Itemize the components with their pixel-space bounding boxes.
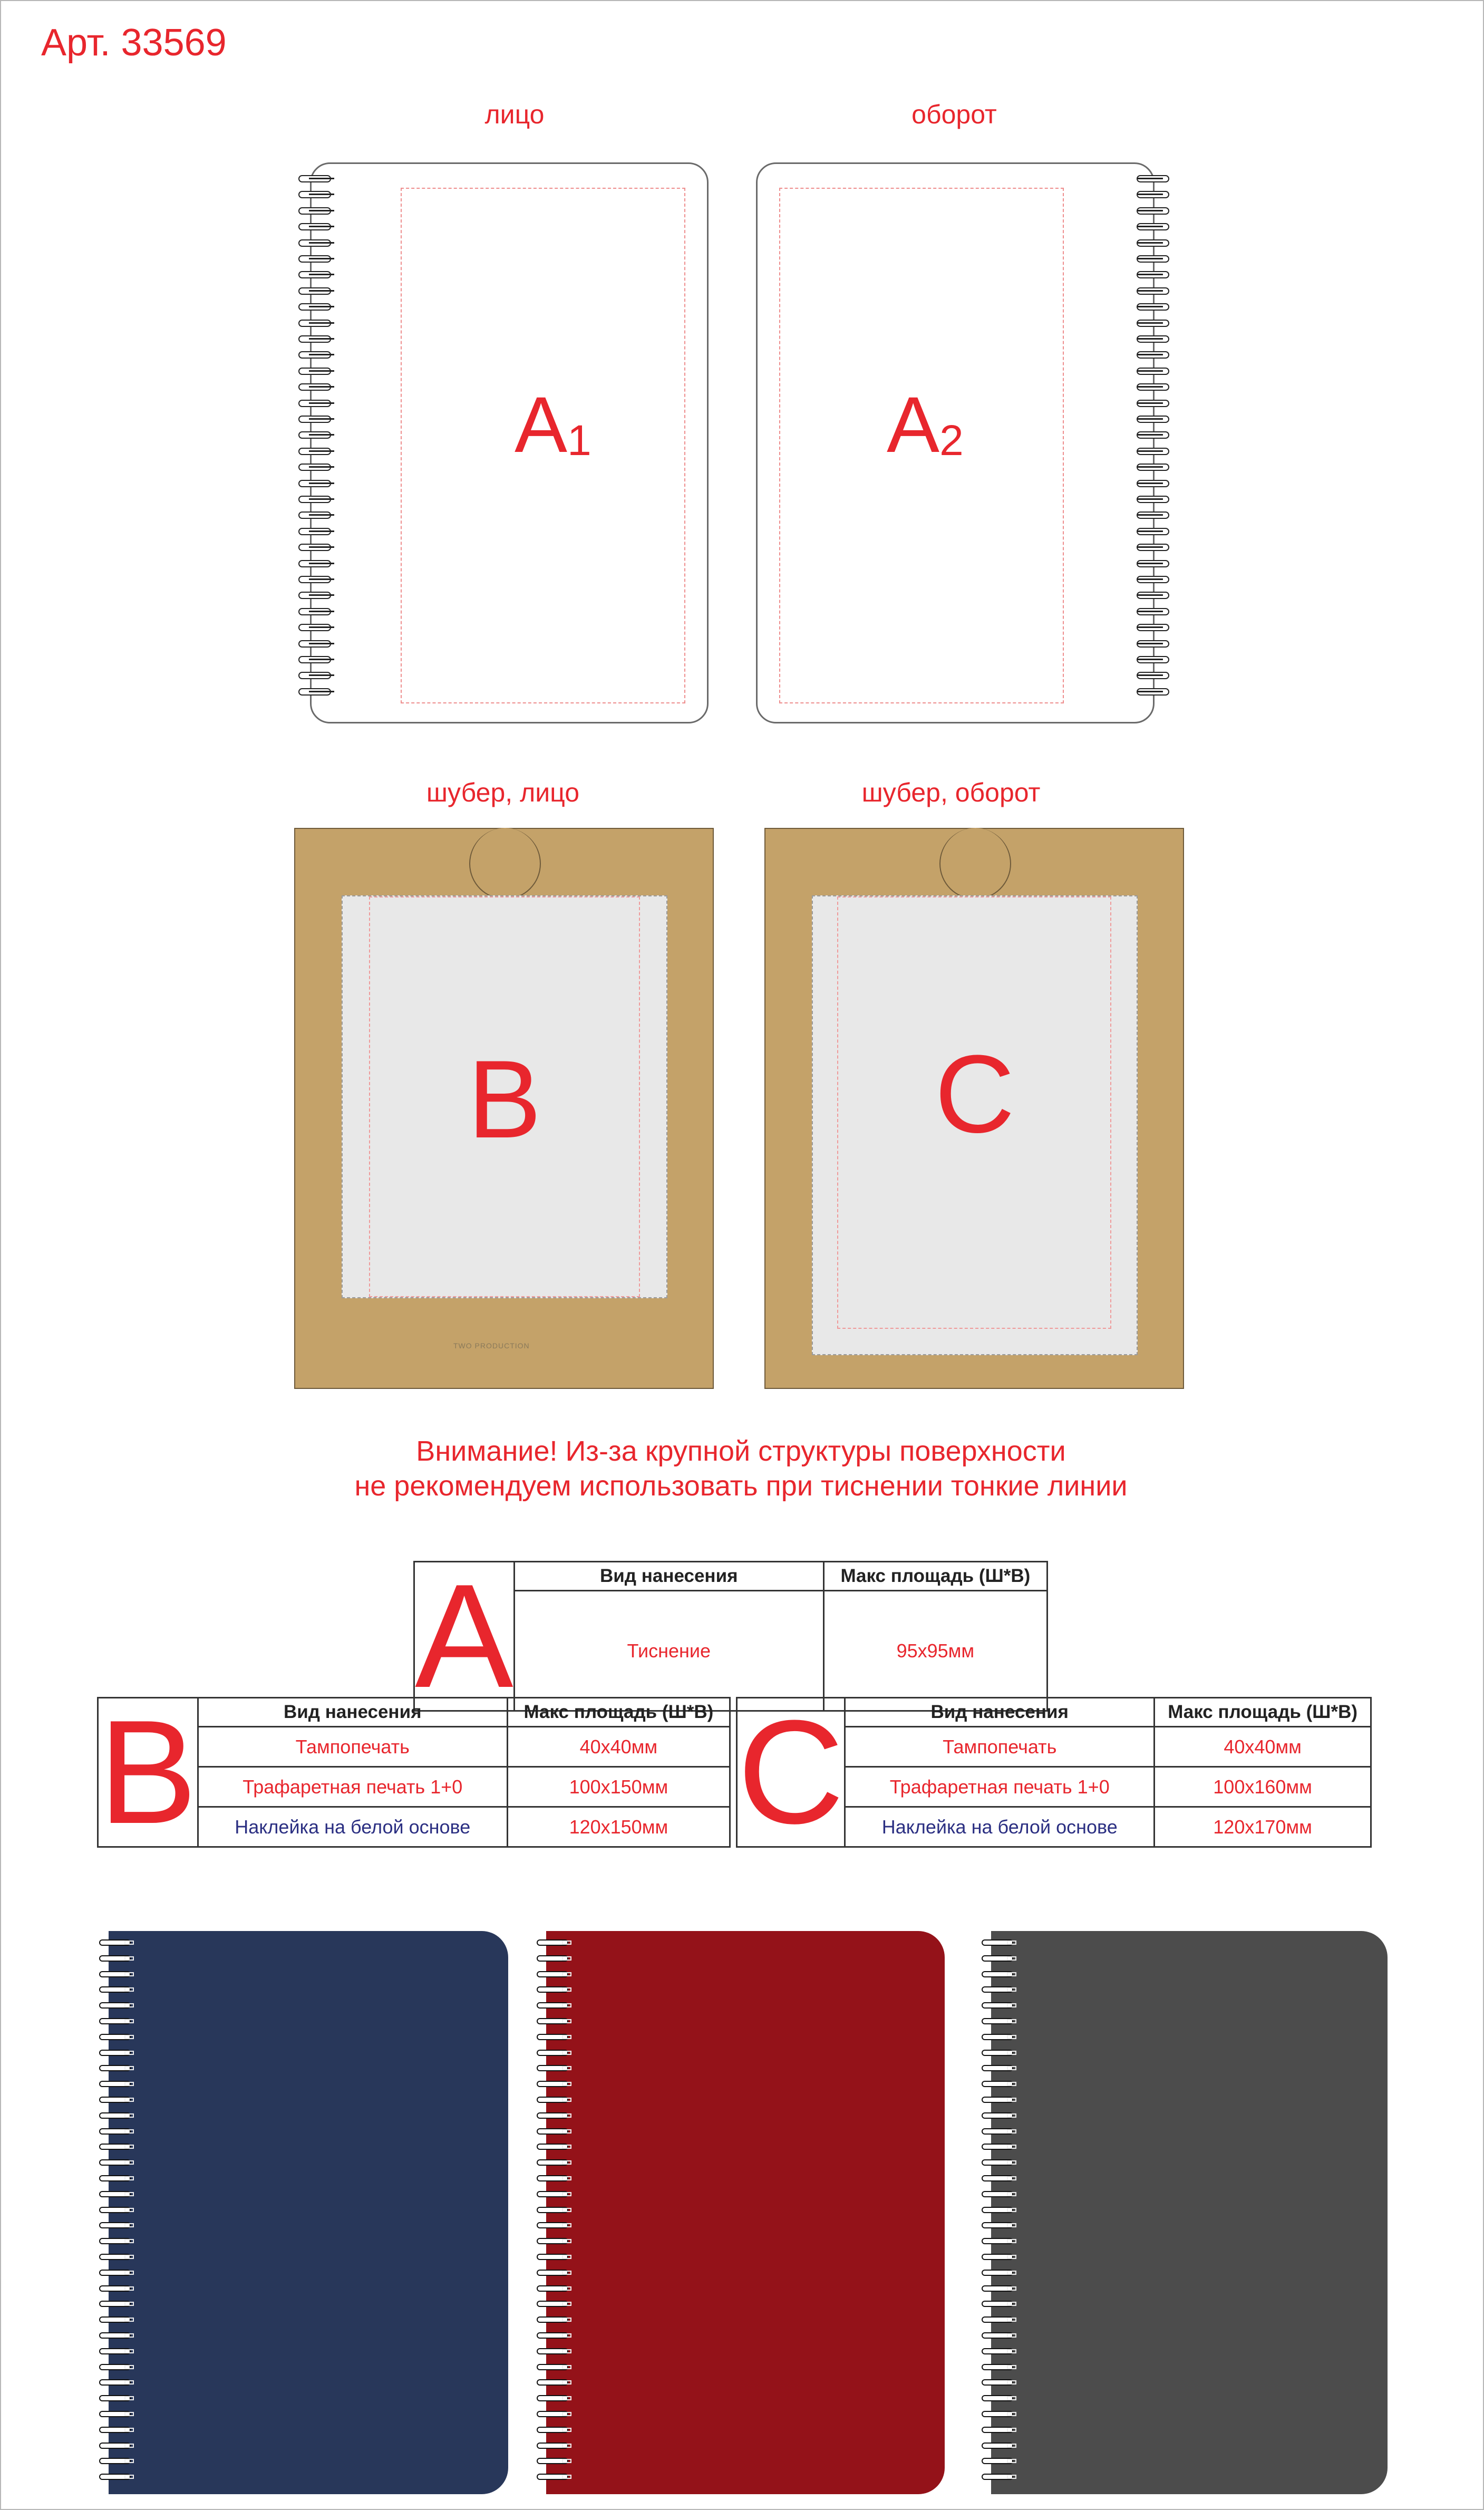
zone-a1-label: $A_1$ — [515, 380, 591, 469]
punch-hole — [562, 1987, 571, 1992]
spiral-coil-line — [1138, 418, 1163, 420]
punch-hole — [1007, 2239, 1016, 2243]
punch-hole — [124, 2380, 134, 2384]
punch-hole — [562, 2223, 571, 2227]
spiral-coil-line — [1138, 306, 1163, 307]
spiral-coil-line — [309, 563, 334, 564]
punch-hole — [562, 2412, 571, 2416]
punch-hole — [562, 2066, 571, 2070]
spiral-binding-front — [298, 175, 341, 713]
zone-a2-label: $A_2$ — [887, 380, 964, 469]
table-b-method: Наклейка на белой основе — [198, 1807, 507, 1847]
punch-hole — [1007, 1987, 1016, 1992]
punch-hole — [562, 2459, 571, 2463]
punch-hole — [1007, 2286, 1016, 2291]
punch-hole — [562, 2333, 571, 2338]
spiral-coil-line — [1138, 691, 1163, 692]
table-a-method: Тиснение — [514, 1591, 823, 1711]
punch-hole — [124, 2176, 134, 2180]
punch-hole — [1007, 2082, 1016, 2086]
punch-hole — [1007, 2396, 1016, 2400]
punch-hole — [124, 2160, 134, 2165]
punch-hole — [1007, 2223, 1016, 2227]
spiral-coil-line — [309, 691, 334, 692]
zone-c-label: C — [935, 1032, 1015, 1156]
table-b-area: 120х150мм — [507, 1807, 730, 1847]
spiral-coil-line — [1138, 258, 1163, 259]
table-c-letter: C — [738, 1690, 845, 1855]
table-c-header-area: Макс площадь (Ш*В) — [1155, 1698, 1371, 1727]
punch-hole — [124, 2113, 134, 2118]
punch-hole — [124, 2129, 134, 2134]
punch-hole — [1007, 2176, 1016, 2180]
spiral-coil-line — [309, 546, 334, 548]
punch-hole — [124, 2239, 134, 2243]
shuber-back-window — [812, 895, 1138, 1355]
spiral-coil-line — [1138, 563, 1163, 564]
front-caption: лицо — [484, 100, 545, 129]
punch-hole — [1007, 2113, 1016, 2118]
punch-hole — [1007, 2459, 1016, 2463]
article-title: Арт. 33569 — [41, 22, 227, 64]
punch-hole — [124, 2066, 134, 2070]
spiral-coil-line — [1138, 546, 1163, 548]
punch-hole — [124, 2349, 134, 2353]
spiral-coil-line — [1138, 611, 1163, 612]
punch-hole — [124, 1987, 134, 1992]
spiral-coil-line — [309, 643, 334, 644]
thumb-notch — [939, 828, 1011, 900]
spiral-coil-line — [309, 354, 334, 355]
warning-line-1: Внимание! Из-за крупной структуры поверхности — [416, 1435, 1066, 1467]
punch-hole — [562, 2113, 571, 2118]
shuber-back-caption: шубер, оборот — [861, 778, 1041, 807]
punch-hole — [562, 2302, 571, 2306]
table-c-area: 40х40мм — [1155, 1727, 1371, 1767]
table-c-method: Наклейка на белой основе — [845, 1807, 1155, 1847]
punch-hole — [1007, 2035, 1016, 2039]
table-b-area: 40х40мм — [507, 1727, 730, 1767]
spiral-coil-line — [309, 659, 334, 660]
table-b-area: 100х150мм — [507, 1767, 730, 1807]
punch-hole — [124, 2444, 134, 2448]
punch-hole — [1007, 2208, 1016, 2212]
shuber-front-caption: шубер, лицо — [426, 778, 580, 807]
spiral-coil-line — [1138, 674, 1163, 676]
spiral-coil-line — [1138, 578, 1163, 580]
punch-hole — [1007, 2066, 1016, 2070]
table-a-header-area: Макс площадь (Ш*В) — [823, 1562, 1047, 1591]
table-c-method: Трафаретная печать 1+0 — [845, 1767, 1155, 1807]
punch-hole — [124, 2428, 134, 2432]
punch-hole — [562, 2019, 571, 2023]
back-caption: оборот — [911, 100, 997, 129]
gray-notebook-sample — [991, 1931, 1388, 2494]
spiral-coil-line — [309, 611, 334, 612]
punch-hole — [124, 2459, 134, 2463]
punch-hole — [124, 2082, 134, 2086]
spiral-coil-line — [1138, 643, 1163, 644]
punch-hole — [1007, 2412, 1016, 2416]
options-table-c — [736, 1690, 1372, 1855]
spiral-coil-line — [309, 338, 334, 340]
punch-hole — [562, 2051, 571, 2055]
punch-hole — [124, 2098, 134, 2102]
spiral-coil-line — [1138, 482, 1163, 484]
spiral-coil-line — [309, 258, 334, 259]
spiral-coil-line — [1138, 402, 1163, 404]
punch-hole — [1007, 2349, 1016, 2353]
spiral-coil-line — [1138, 498, 1163, 500]
options-table-b — [97, 1690, 731, 1855]
punch-hole — [1007, 2333, 1016, 2338]
punch-hole — [562, 2380, 571, 2384]
spiral-coil-line — [309, 450, 334, 452]
punch-hole — [124, 2145, 134, 2149]
punch-hole — [562, 2129, 571, 2134]
table-a-letter: A — [415, 1554, 513, 1719]
table-a-header-method: Вид нанесения — [514, 1562, 823, 1591]
punch-hole — [1007, 1941, 1016, 1945]
punch-hole — [562, 2396, 571, 2400]
punch-hole — [1007, 2380, 1016, 2384]
table-c-area: 120х170мм — [1155, 1807, 1371, 1847]
punch-hole — [562, 2365, 571, 2369]
punch-hole — [1007, 2051, 1016, 2055]
spiral-coil-line — [1138, 434, 1163, 436]
table-c-method: Тампопечать — [845, 1727, 1155, 1767]
spiral-coil-line — [1138, 354, 1163, 355]
spiral-coil-line — [1138, 466, 1163, 468]
punch-hole — [562, 2475, 571, 2479]
warning-line-2: не рекомендуем использовать при тиснении тонкие линии — [354, 1470, 1128, 1502]
punch-hole — [1007, 2475, 1016, 2479]
punch-hole — [124, 2271, 134, 2275]
options-table-a — [413, 1554, 1048, 1719]
table-c-area: 100х160мм — [1155, 1767, 1371, 1807]
punch-hole — [562, 1972, 571, 1976]
spiral-coil-line — [309, 178, 334, 179]
spiral-coil-line — [1138, 178, 1163, 179]
punch-hole — [1007, 2129, 1016, 2134]
punch-hole — [562, 1941, 571, 1945]
punch-hole — [124, 2019, 134, 2023]
punch-hole — [124, 2475, 134, 2479]
spiral-coil-line — [309, 482, 334, 484]
punch-hole — [562, 1956, 571, 1961]
spiral-coil-line — [309, 626, 334, 628]
spiral-coil-line — [1138, 594, 1163, 596]
punch-hole — [562, 2192, 571, 2196]
spiral-binding-back — [1132, 175, 1175, 713]
punch-hole — [562, 2255, 571, 2259]
punch-hole — [124, 2051, 134, 2055]
spiral-coil-line — [309, 578, 334, 580]
red-notebook-sample — [546, 1931, 945, 2494]
punch-hole — [1007, 2271, 1016, 2275]
punch-hole — [124, 2412, 134, 2416]
punch-hole — [1007, 2160, 1016, 2165]
punch-hole — [562, 2003, 571, 2007]
spiral-coil-line — [309, 210, 334, 211]
punch-hole — [1007, 2428, 1016, 2432]
table-b-letter: B — [99, 1690, 197, 1855]
spiral-coil-line — [1138, 322, 1163, 324]
punch-hole — [562, 2160, 571, 2165]
punch-hole — [1007, 2365, 1016, 2369]
table-b-header-method: Вид нанесения — [198, 1698, 507, 1727]
spiral-coil-line — [309, 226, 334, 227]
spiral-coil-line — [1138, 659, 1163, 660]
punch-hole — [124, 2255, 134, 2259]
spiral-coil-line — [309, 322, 334, 324]
punch-hole — [562, 2082, 571, 2086]
spiral-coil-line — [1138, 274, 1163, 275]
spiral-coil-line — [1138, 226, 1163, 227]
spiral-coil-line — [309, 514, 334, 516]
table-b-header-area: Макс площадь (Ш*В) — [507, 1698, 730, 1727]
punch-hole — [1007, 2145, 1016, 2149]
punch-hole — [562, 2271, 571, 2275]
spiral-coil-line — [1138, 450, 1163, 452]
punch-hole — [124, 1972, 134, 1976]
table-b-method: Трафаретная печать 1+0 — [198, 1767, 507, 1807]
thumb-notch — [469, 828, 541, 900]
spiral-coil-line — [1138, 210, 1163, 211]
punch-hole — [124, 2365, 134, 2369]
spiral-coil-line — [309, 274, 334, 275]
table-c-header-method: Вид нанесения — [845, 1698, 1155, 1727]
spiral-coil-line — [309, 402, 334, 404]
shuber-front — [294, 828, 714, 1389]
spiral-coil-line — [309, 418, 334, 420]
punch-hole — [1007, 2098, 1016, 2102]
spiral-coil-line — [309, 386, 334, 388]
punch-hole — [124, 2302, 134, 2306]
spiral-coil-line — [1138, 530, 1163, 532]
punch-hole — [562, 2286, 571, 2291]
spiral-coil-line — [1138, 370, 1163, 372]
shuber-footer-text: TWO PRODUCTION — [453, 1341, 530, 1350]
spiral-coil-line — [309, 594, 334, 596]
punch-hole — [562, 2176, 571, 2180]
spiral-coil-line — [1138, 338, 1163, 340]
punch-hole — [562, 2035, 571, 2039]
punch-hole — [562, 2349, 571, 2353]
punch-hole — [124, 2192, 134, 2196]
punch-hole — [1007, 2003, 1016, 2007]
punch-hole — [1007, 1972, 1016, 1976]
punch-hole — [1007, 2192, 1016, 2196]
punch-hole — [124, 2286, 134, 2291]
punch-hole — [1007, 1956, 1016, 1961]
spiral-coil-line — [1138, 386, 1163, 388]
punch-hole — [124, 2318, 134, 2322]
punch-hole — [562, 2444, 571, 2448]
spiral-coil-line — [1138, 626, 1163, 628]
punch-hole — [1007, 2444, 1016, 2448]
shuber-back — [764, 828, 1184, 1389]
punch-hole — [124, 2003, 134, 2007]
spiral-coil-line — [309, 466, 334, 468]
punch-hole — [124, 2396, 134, 2400]
table-a-area: 95х95мм — [823, 1591, 1047, 1711]
punch-hole — [1007, 2019, 1016, 2023]
spiral-coil-line — [1138, 194, 1163, 195]
navy-notebook-sample — [109, 1931, 508, 2494]
punch-hole — [124, 2223, 134, 2227]
spiral-coil-line — [1138, 514, 1163, 516]
punch-hole — [124, 2333, 134, 2338]
spiral-coil-line — [309, 370, 334, 372]
punch-hole — [562, 2208, 571, 2212]
punch-hole — [124, 2208, 134, 2212]
spiral-coil-line — [309, 242, 334, 244]
spiral-coil-line — [1138, 290, 1163, 292]
spiral-coil-line — [309, 306, 334, 307]
shuber-front-window — [342, 895, 667, 1298]
spiral-coil-line — [309, 530, 334, 532]
punch-hole — [124, 1956, 134, 1961]
punch-hole — [562, 2239, 571, 2243]
punch-hole — [1007, 2302, 1016, 2306]
spiral-coil-line — [309, 498, 334, 500]
punch-hole — [562, 2098, 571, 2102]
punch-hole — [1007, 2318, 1016, 2322]
table-b-method: Тампопечать — [198, 1727, 507, 1767]
spiral-coil-line — [309, 290, 334, 292]
punch-hole — [124, 2035, 134, 2039]
punch-hole — [562, 2145, 571, 2149]
punch-hole — [562, 2428, 571, 2432]
punch-hole — [562, 2318, 571, 2322]
punch-hole — [1007, 2255, 1016, 2259]
spiral-coil-line — [309, 194, 334, 195]
punch-hole — [124, 1941, 134, 1945]
spiral-coil-line — [309, 434, 334, 436]
spiral-coil-line — [1138, 242, 1163, 244]
zone-b-label: B — [467, 1037, 542, 1161]
spiral-coil-line — [309, 674, 334, 676]
